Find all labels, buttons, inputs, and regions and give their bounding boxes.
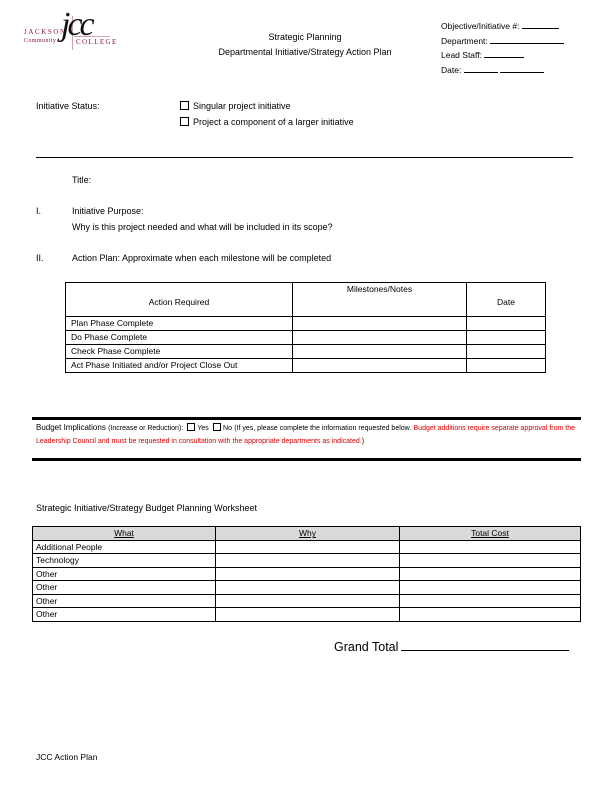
what-cell: Other bbox=[33, 608, 216, 622]
budget-close: ) bbox=[361, 438, 365, 446]
what-cell: Additional People bbox=[33, 540, 216, 554]
objective-input[interactable] bbox=[522, 19, 559, 29]
table-row bbox=[33, 567, 581, 581]
budget-qualifier: (Increase or Reduction): bbox=[108, 425, 184, 432]
total-cost-cell[interactable] bbox=[400, 581, 581, 595]
date-cell[interactable] bbox=[467, 317, 546, 331]
header-milestones-notes: Milestones/Notes bbox=[293, 283, 467, 317]
logo-college: COLLEGE bbox=[76, 38, 118, 46]
header-date: Date bbox=[467, 283, 546, 317]
budget-worksheet-table bbox=[32, 526, 581, 622]
what-cell: Other bbox=[33, 594, 216, 608]
table-header-row bbox=[66, 283, 546, 317]
table-row bbox=[33, 540, 581, 554]
action-cell: Act Phase Initiated and/or Project Close Out bbox=[66, 359, 293, 373]
grand-total bbox=[334, 638, 569, 654]
initiative-status-label: Initiative Status: bbox=[36, 101, 100, 111]
department-label: Department: bbox=[441, 35, 488, 46]
page-footer: JCC Action Plan bbox=[36, 752, 98, 762]
budget-bottom-rule bbox=[32, 458, 581, 461]
header-action-required: Action Required bbox=[66, 283, 293, 317]
milestone-cell[interactable] bbox=[293, 345, 467, 359]
date-cell[interactable] bbox=[467, 359, 546, 373]
header-why: Why bbox=[216, 527, 400, 541]
department-input[interactable] bbox=[490, 34, 564, 44]
grand-total-input[interactable] bbox=[401, 638, 569, 651]
why-cell[interactable] bbox=[216, 540, 400, 554]
title-label: Title: bbox=[72, 175, 92, 185]
total-cost-cell[interactable] bbox=[400, 594, 581, 608]
no-label: No bbox=[223, 425, 232, 432]
objective-field[interactable] bbox=[441, 19, 564, 34]
section-1-numeral: I. bbox=[36, 206, 42, 216]
why-cell[interactable] bbox=[216, 594, 400, 608]
section-divider bbox=[36, 157, 573, 158]
grand-total-label: Grand Total bbox=[334, 640, 399, 654]
lead-staff-input[interactable] bbox=[484, 48, 524, 58]
table-row bbox=[66, 345, 546, 359]
milestone-cell[interactable] bbox=[293, 331, 467, 345]
what-cell: Other bbox=[33, 581, 216, 595]
table-row bbox=[33, 594, 581, 608]
budget-warning: Budget additions require separate approval from the Leadership Council and must be requested in consultation with the appropriate departments as indicated. bbox=[36, 425, 576, 446]
header-what: What bbox=[33, 527, 216, 541]
option-label: Project a component of a larger initiative bbox=[193, 117, 354, 127]
logo-jackson: JACKSON bbox=[24, 28, 67, 36]
objective-label: Objective/Initiative #: bbox=[441, 21, 520, 31]
table-row bbox=[33, 554, 581, 568]
table-header-row bbox=[33, 527, 581, 541]
header-total-cost: Total Cost bbox=[400, 527, 581, 541]
why-cell[interactable] bbox=[216, 554, 400, 568]
lead-staff-field[interactable] bbox=[441, 48, 564, 63]
date-cell[interactable] bbox=[467, 345, 546, 359]
yes-label: Yes bbox=[197, 425, 209, 432]
why-cell[interactable] bbox=[216, 581, 400, 595]
budget-label: Budget Implications bbox=[36, 423, 106, 432]
budget-instruction: (If yes, please complete the information requested below. bbox=[234, 425, 412, 432]
checkbox-icon[interactable] bbox=[180, 101, 189, 110]
milestone-cell[interactable] bbox=[293, 317, 467, 331]
what-cell: Other bbox=[33, 567, 216, 581]
total-cost-cell[interactable] bbox=[400, 540, 581, 554]
total-cost-cell[interactable] bbox=[400, 567, 581, 581]
table-row bbox=[33, 581, 581, 595]
budget-top-rule bbox=[32, 417, 581, 420]
table-row bbox=[66, 317, 546, 331]
yes-checkbox[interactable] bbox=[187, 423, 195, 431]
table-row bbox=[66, 331, 546, 345]
milestone-cell[interactable] bbox=[293, 359, 467, 373]
document-title bbox=[190, 30, 420, 60]
no-checkbox[interactable] bbox=[213, 423, 221, 431]
option-label: Singular project initiative bbox=[193, 101, 291, 111]
date-field[interactable] bbox=[441, 63, 564, 78]
total-cost-cell[interactable] bbox=[400, 554, 581, 568]
lead-staff-label: Lead Staff: bbox=[441, 50, 482, 60]
date-label: Date: bbox=[441, 64, 462, 75]
table-row bbox=[33, 608, 581, 622]
header-fields bbox=[441, 19, 564, 77]
component-project-option[interactable] bbox=[180, 117, 354, 127]
date-input-part1[interactable] bbox=[464, 63, 498, 73]
budget-implications bbox=[36, 422, 581, 448]
action-cell: Plan Phase Complete bbox=[66, 317, 293, 331]
singular-project-option[interactable] bbox=[180, 101, 291, 111]
action-cell: Check Phase Complete bbox=[66, 345, 293, 359]
checkbox-icon[interactable] bbox=[180, 117, 189, 126]
table-row bbox=[66, 359, 546, 373]
date-cell[interactable] bbox=[467, 331, 546, 345]
action-cell: Do Phase Complete bbox=[66, 331, 293, 345]
worksheet-title: Strategic Initiative/Strategy Budget Planning Worksheet bbox=[36, 503, 257, 513]
why-cell[interactable] bbox=[216, 567, 400, 581]
what-cell: Technology bbox=[33, 554, 216, 568]
action-plan-table bbox=[65, 282, 546, 373]
jcc-logo bbox=[22, 6, 118, 54]
date-input-part2[interactable] bbox=[500, 63, 544, 73]
logo-mark: jcc bbox=[61, 6, 92, 43]
subtitle-line: Departmental Initiative/Strategy Action Plan bbox=[218, 47, 392, 57]
title-line: Strategic Planning bbox=[268, 32, 342, 42]
section-1-prompt: Why is this project needed and what will be included in its scope? bbox=[72, 222, 333, 232]
logo-community: Community bbox=[24, 38, 57, 44]
total-cost-cell[interactable] bbox=[400, 608, 581, 622]
section-1-heading: Initiative Purpose: bbox=[72, 206, 144, 216]
section-2-numeral: II. bbox=[36, 253, 44, 263]
section-2-heading: Action Plan: Approximate when each milestone will be completed bbox=[72, 253, 332, 263]
why-cell[interactable] bbox=[216, 608, 400, 622]
department-field[interactable] bbox=[441, 34, 564, 49]
